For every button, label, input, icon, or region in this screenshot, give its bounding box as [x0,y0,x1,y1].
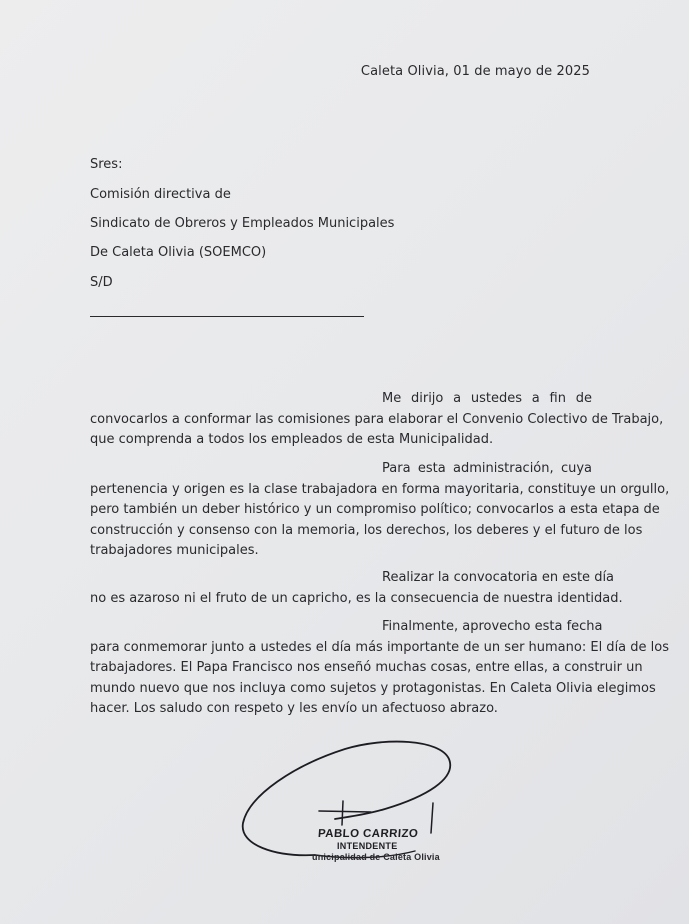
paragraph-line: trabajadores. El Papa Francisco nos enseñó muchas cosas, entre ellas, a construir un [90,660,643,675]
paragraph-line: mundo nuevo que nos incluya como sujetos y protagonistas. En Caleta Olivia elegimos [90,680,656,696]
paragraph-3 [90,568,623,609]
letter-date: Caleta Olivia, 01 de mayo de 2025 [360,64,590,79]
recipient-city: De Caleta Olivia (SOEMCO) [90,245,267,260]
paragraph-line: Finalmente, aprovecho esta fecha [382,619,603,634]
paragraph-4 [90,617,669,720]
paragraph-line: Para esta administración, cuya [382,461,592,476]
paragraph-line: Me dirijo a ustedes a fin de [382,391,592,406]
recipient-commission: Comisión directiva de [90,187,231,202]
paragraph-line: Realizar la convocatoria en este día [382,570,615,585]
signatory-title: INTENDENTE [337,841,398,851]
paragraph-line: pero también un deber histórico y un compromiso político; convocarlos a esta etapa de [90,502,660,517]
signatory-organization: unicipalidad de Caleta Olivia [312,852,440,862]
recipient-salutation: Sres: [90,157,123,172]
paragraph-line: trabajadores municipales. [90,543,259,558]
signatory-name: PABLO CARRIZO [317,828,419,840]
paragraph-line: para conmemorar junto a ustedes el día más importante de un ser humano: El día de los [90,639,669,655]
recipient-sd: S/D [90,275,113,290]
paragraph-line: no es azaroso ni el fruto de un capricho, es la consecuencia de nuestra identidad. [90,590,623,606]
paragraph-line: pertenencia y origen es la clase trabajadora en forma mayoritaria, constituye un orgullo, [90,481,670,497]
paragraph-2 [90,459,670,562]
paragraph-line: que comprenda a todos los empleados de esta Municipalidad. [90,432,494,447]
paragraph-line: construcción y consenso con la memoria, los derechos, los deberes y el futuro de los [90,522,643,538]
paragraph-line: convocarlos a conformar las comisiones para elaborar el Convenio Colectivo de Trabajo, [90,411,664,427]
paragraph-1 [90,389,664,451]
divider-line [90,316,364,317]
recipient-union: Sindicato de Obreros y Empleados Municipales [90,216,395,231]
paragraph-line: hacer. Los saludo con respeto y les envío un afectuoso abrazo. [90,701,498,716]
